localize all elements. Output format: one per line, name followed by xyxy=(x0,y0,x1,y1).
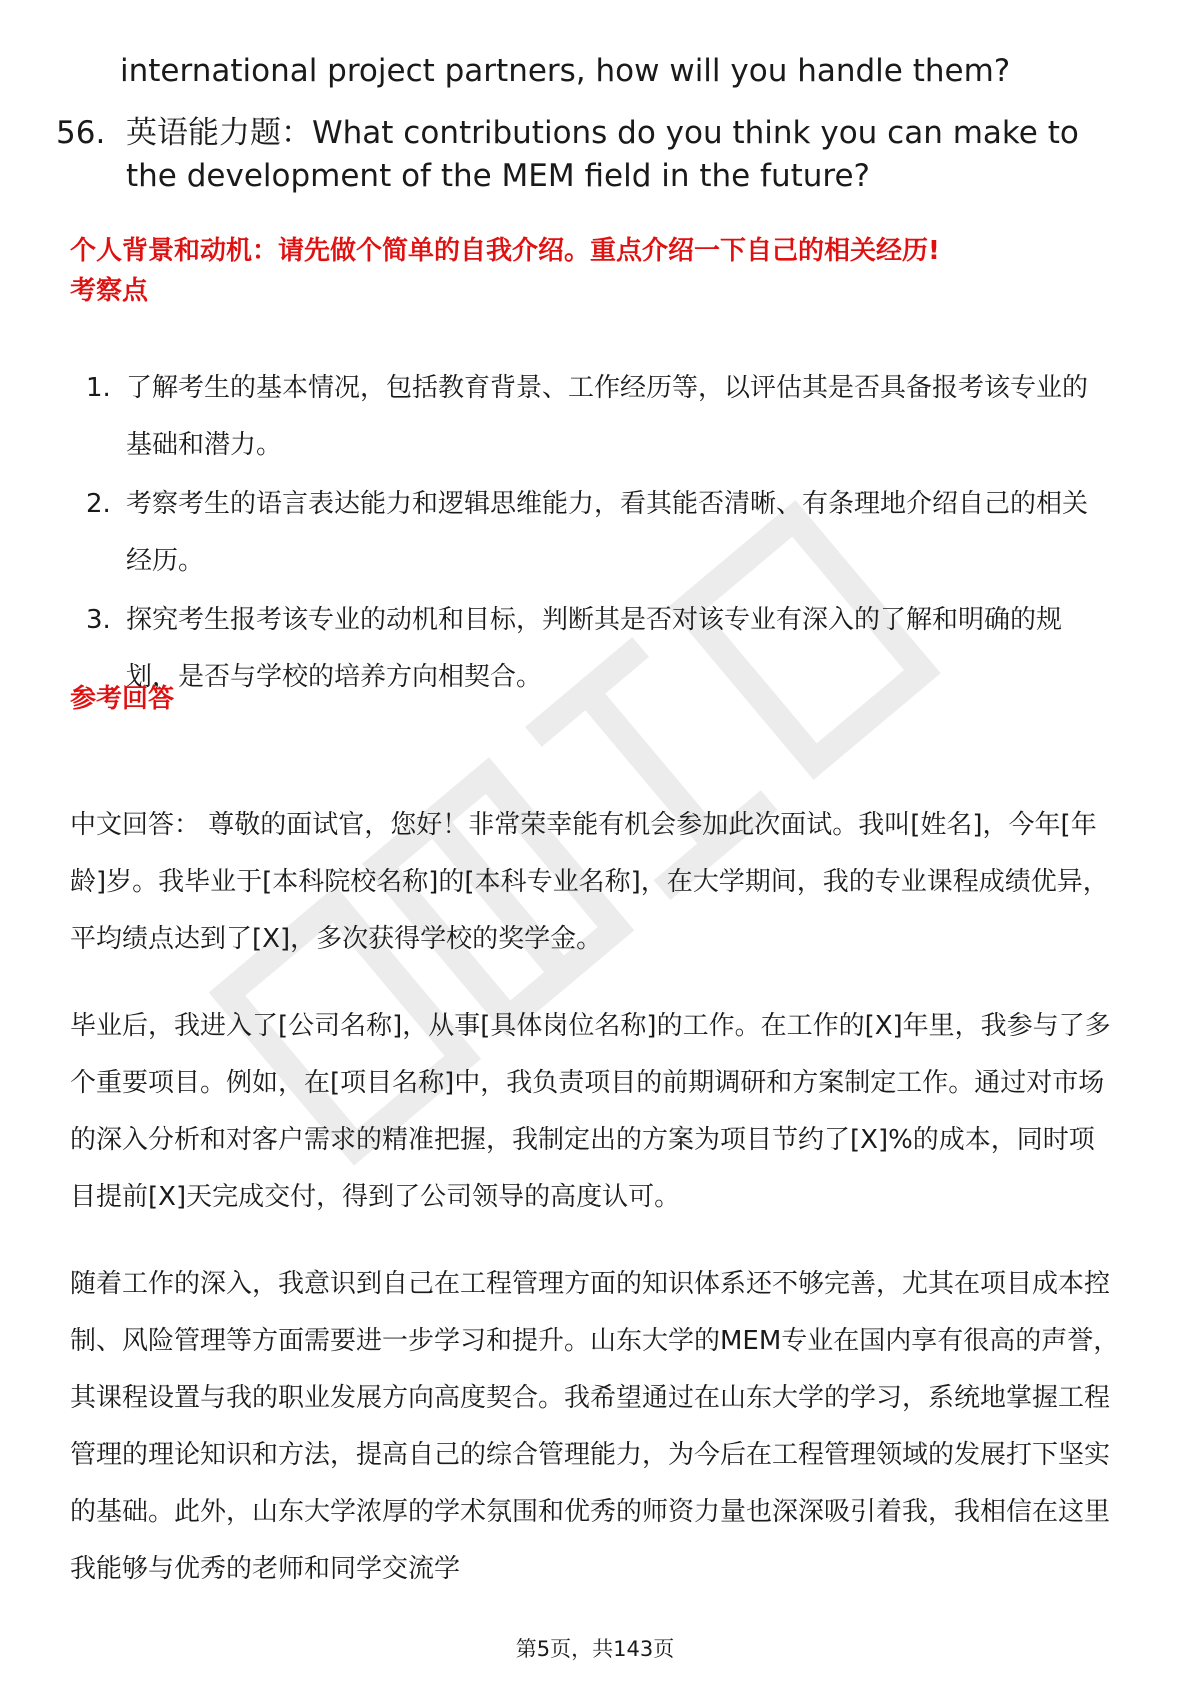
answer-paragraph: 随着工作的深入，我意识到自己在工程管理方面的知识体系还不够完善，尤其在项目成本控制、风险管理等方面需要进一步学习和提升。山东大学的MEM专业在国内享有很高的声誉，其课程设置与我的职业发展方向高度契合。我希望通过在山东大学的学习，系统地掌握工程管理的理论知识和方法，提高自己的综合管理能力，为今后在工程管理领域的发展打下坚实的基础。此外，山东大学浓厚的学术氛围和优秀的师资力量也深深吸引着我，我相信在这里我能够与优秀的老师和同学交流学 xyxy=(70,1269,1120,1584)
section-title: 个人背景和动机：请先做个简单的自我介绍。重点介绍一下自己的相关经历! xyxy=(70,236,940,266)
question-56 xyxy=(56,112,1116,198)
answer-paragraph: 中文回答： 尊敬的面试官，您好！非常荣幸能有机会参加此次面试。我叫[姓名]，今年[年龄]岁。我毕业于[本科院校名称]的[本科专业名称]，在大学期间，我的专业课程成绩优异，平均绩点达到了[X]，多次获得学校的奖学金。 xyxy=(70,810,1109,954)
list-item-number: 1. xyxy=(86,373,111,403)
points-list xyxy=(70,360,1110,708)
page-footer: 第5页，共143页 xyxy=(515,1637,675,1661)
question-continuation: international project partners, how will you handle them? xyxy=(120,53,1011,89)
points-heading: 考察点 xyxy=(70,276,149,306)
list-item xyxy=(70,360,1110,474)
answer-paragraph: 毕业后，我进入了[公司名称]，从事[具体岗位名称]的工作。在工作的[X]年里，我参与了多个重要项目。例如，在[项目名称]中，我负责项目的前期调研和方案制定工作。通过对市场的深入分析和对客户需求的精准把握，我制定出的方案为项目节约了[X]%的成本，同时项目提前[X]天完成交付，得到了公司领导的高度认可。 xyxy=(70,1011,1111,1212)
list-item-text: 了解考生的基本情况，包括教育背景、工作经历等，以评估其是否具备报考该专业的基础和潜力。 xyxy=(126,373,1089,460)
list-item-number: 3. xyxy=(86,605,111,635)
question-text: 英语能力题：What contributions do you think you can make to the development of the MEM field in the future? xyxy=(126,115,1079,194)
answer-heading: 参考回答 xyxy=(70,684,175,714)
answer-body xyxy=(70,797,1120,1628)
list-item-number: 2. xyxy=(86,489,111,519)
list-item xyxy=(70,592,1110,706)
list-item-text: 探究考生报考该专业的动机和目标，判断其是否对该专业有深入的了解和明确的规划，是否与学校的培养方向相契合。 xyxy=(126,605,1063,692)
list-item xyxy=(70,476,1110,590)
list-item-text: 考察考生的语言表达能力和逻辑思维能力，看其能否清晰、有条理地介绍自己的相关经历。 xyxy=(126,489,1089,576)
question-number: 56. xyxy=(56,115,106,151)
